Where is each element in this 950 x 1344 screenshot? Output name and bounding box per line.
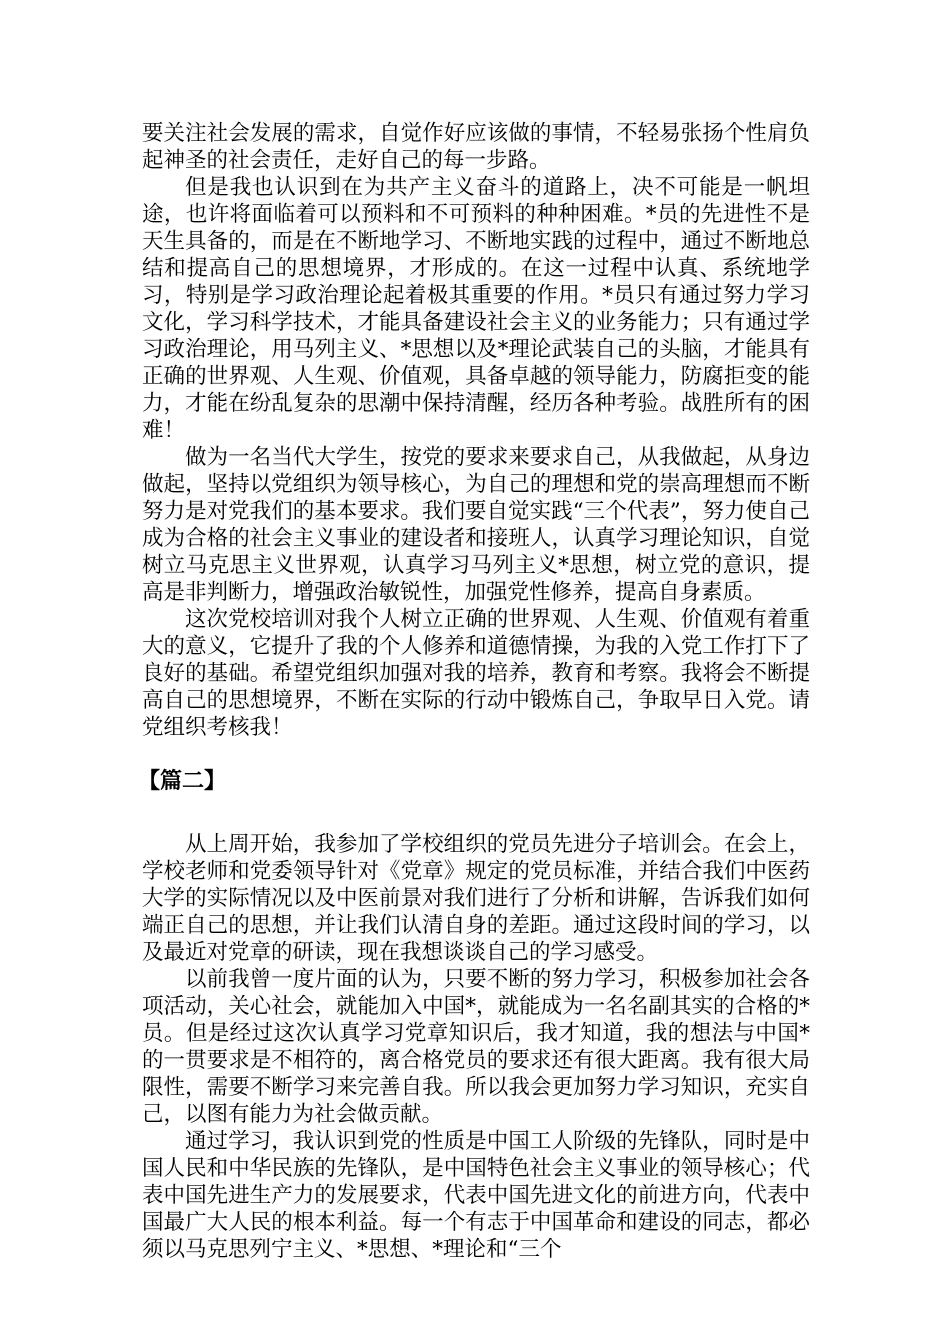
paragraph: 这次党校培训对我个人树立正确的世界观、人生观、价值观有着重大的意义，它提升了我的个人修养和道德情操，为我的入党工作打下了良好的基础。希望党组织加强对我的培养，教育和考察。我将会不断提高自己的思想境界，不断在实际的行动中锻炼自己，争取早日入党。请党组织考核我！ bbox=[142, 607, 810, 740]
paragraph: 以前我曾一度片面的认为，只要不断的努力学习，积极参加社会各项活动，关心社会，就能加入中国*，就能成为一名名副其实的合格的*员。但是经过这次认真学习党章知识后，我才知道，我的想法与中国*的一贯要求是不相符的，离合格党员的要求还有很大距离。我有很大局限性，需要不断学习来完善自我。所以我会更加努力学习知识，充实自己，以图有能力为社会做贡献。 bbox=[142, 967, 810, 1127]
section-heading: 【篇二】 bbox=[138, 769, 227, 794]
paragraph: 做为一名当代大学生，按党的要求来要求自己，从我做起，从身边做起，坚持以党组织为领导核心，为自己的理想和党的崇高理想而不断努力是对党我们的基本要求。我们要自觉实践“三个代表”，努力使自己成为合格的社会主义事业的建设者和接班人，认真学习理论知识，自觉树立马克思主义世界观，认真学习马列主义*思想，树立党的意识，提高是非判断力，增强政治敏锐性，加强党性修养，提高自身素质。 bbox=[142, 445, 810, 605]
paragraph-continuation: 要关注社会发展的需求，自觉作好应该做的事情，不轻易张扬个性肩负起神圣的社会责任，走好自己的每一步路。 bbox=[142, 121, 810, 173]
paragraph: 从上周开始，我参加了学校组织的党员先进分子培训会。在会上，学校老师和党委领导针对《党章》规定的党员标准，并结合我们中医药大学的实际情况以及中医前景对我们进行了分析和讲解，告诉我们如何端正自己的思想，并让我们认清自身的差距。通过这段时间的学习，以及最近对党章的研读，现在我想谈谈自己的学习感受。 bbox=[142, 832, 810, 965]
document-page bbox=[138, 120, 810, 1263]
paragraph: 但是我也认识到在为共产主义奋斗的道路上，决不可能是一帆坦途，也许将面临着可以预料和不可预料的种种困难。*员的先进性不是天生具备的，而是在不断地学习、不断地实践的过程中，通过不断地总结和提高自己的思想境界，才形成的。在这一过程中认真、系统地学习，特别是学习政治理论起着极其重要的作用。*员只有通过努力学习文化，学习科学技术，才能具备建设社会主义的业务能力；只有通过学习政治理论，用马列主义、*思想以及*理论武装自己的头脑，才能具有正确的世界观、人生观、价值观，具备卓越的领导能力，防腐拒变的能力，才能在纷乱复杂的思潮中保持清醒，经历各种考验。战胜所有的困难！ bbox=[142, 175, 810, 443]
paragraph: 通过学习，我认识到党的性质是中国工人阶级的先锋队，同时是中国人民和中华民族的先锋队，是中国特色社会主义事业的领导核心；代表中国先进生产力的发展要求，代表中国先进文化的前进方向，代表中国最广大人民的根本利益。每一个有志于中国革命和建设的同志，都必须以马克思列宁主义、*思想、*理论和“三个 bbox=[142, 1129, 810, 1262]
